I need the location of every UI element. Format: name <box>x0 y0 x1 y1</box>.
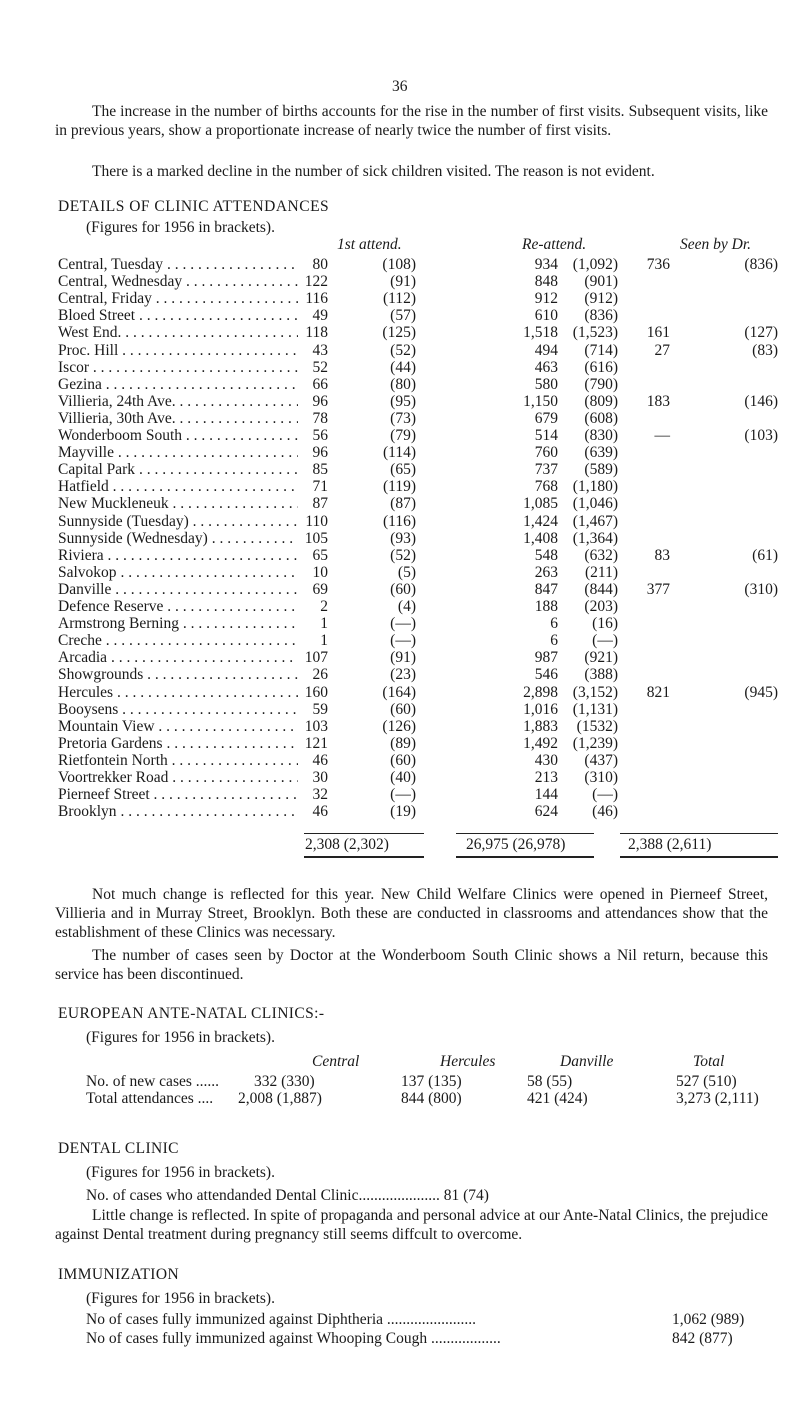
first-attend-value: 59 <box>312 700 328 718</box>
seen-by-dr-value: 161 <box>646 324 670 342</box>
first-attend-value: 32 <box>312 786 328 804</box>
antenatal-central-value: 332 (330) <box>254 1073 315 1090</box>
antenatal-header-central: Central <box>312 1053 360 1070</box>
totals-underline-1 <box>304 856 424 858</box>
first-attend-value: 78 <box>312 409 328 427</box>
re-attend-1956: (790) <box>584 375 618 393</box>
seen-by-dr-1956: (146) <box>744 392 778 410</box>
re-attend-1956: (1,092) <box>572 256 618 273</box>
first-attend-1956: (95) <box>390 392 416 410</box>
first-attend-1956: (60) <box>390 580 416 598</box>
first-attend-1956: (60) <box>390 700 416 718</box>
first-attend-1956: (—) <box>390 786 416 804</box>
antenatal-central-value: 2,008 (1,887) <box>238 1090 322 1107</box>
re-attend-1956: (616) <box>584 358 618 376</box>
clinic-row <box>58 684 778 701</box>
re-attend-1956: (203) <box>584 598 618 615</box>
clinic-row <box>58 615 778 632</box>
antenatal-total-value: 527 (510) <box>676 1073 737 1090</box>
clinic-row <box>58 393 778 410</box>
totals-rule-3 <box>620 833 778 834</box>
clinic-row <box>58 530 778 547</box>
re-attend-value: 263 <box>534 563 558 581</box>
clinic-row <box>58 410 778 427</box>
clinic-row <box>58 324 778 341</box>
re-attend-value: 1,085 <box>523 495 558 513</box>
totals-rule-2 <box>456 833 594 834</box>
clinic-name: Central, Friday . . . <box>58 290 298 307</box>
immunization-note: (Figures for 1956 in brackets). <box>86 1290 275 1307</box>
first-attend-value: 1 <box>320 632 328 650</box>
clinic-row <box>58 666 778 683</box>
first-attend-value: 160 <box>304 683 328 701</box>
first-attend-1956: (119) <box>383 478 416 496</box>
intro-paragraph-1: The increase in the number of births accounts for the rise in the number of first visits. Subsequent visits, like in previous years, show a proportionate increase of nearly twice the number of first visits. <box>55 103 768 139</box>
re-attend-value: 934 <box>534 256 558 273</box>
first-attend-1956: (23) <box>390 666 416 684</box>
clinic-name: Rietfontein North . . . <box>58 752 298 769</box>
first-attend-value: 80 <box>312 256 328 273</box>
re-attend-value: 760 <box>534 444 558 462</box>
clinic-row <box>58 581 778 598</box>
clinic-row <box>58 564 778 581</box>
re-attend-1956: (310) <box>584 769 618 786</box>
re-attend-1956: (1,364) <box>572 529 618 547</box>
first-attend-1956: (91) <box>390 649 416 667</box>
first-attend-value: 49 <box>312 307 328 325</box>
page-number: 36 <box>392 78 408 95</box>
re-attend-value: 624 <box>534 803 558 821</box>
first-attend-value: 1 <box>320 615 328 633</box>
first-attend-1956: (60) <box>390 751 416 769</box>
re-attend-value: 548 <box>534 546 558 564</box>
seen-by-dr-value: 821 <box>646 683 670 701</box>
clinic-row <box>58 376 778 393</box>
re-attend-value: 1,424 <box>523 512 558 530</box>
clinic-name: Pierneef Street . . . <box>58 786 298 803</box>
first-attend-value: 65 <box>312 546 328 564</box>
seen-by-dr-1956: (83) <box>752 341 778 359</box>
dental-note: (Figures for 1956 in brackets). <box>86 1164 275 1181</box>
first-attend-1956: (108) <box>382 256 416 273</box>
first-attend-1956: (4) <box>397 598 416 615</box>
clinic-name: Sunnyside (Tuesday) . . . <box>58 513 298 530</box>
antenatal-title: EUROPEAN ANTE-NATAL CLINICS:- <box>58 1005 325 1022</box>
totals-underline-2 <box>456 856 594 858</box>
seen-by-dr-1956: (127) <box>744 324 778 342</box>
re-attend-1956: (437) <box>584 751 618 769</box>
first-attend-1956: (19) <box>390 803 416 821</box>
clinic-row <box>58 752 778 769</box>
re-attend-1956: (901) <box>584 273 618 291</box>
clinic-name: Arcadia . . . <box>58 649 298 666</box>
clinic-name: Defence Reserve . . . <box>58 598 298 615</box>
clinic-name: Hercules . . . <box>58 684 298 701</box>
middle-paragraph-2: The number of cases seen by Doctor at the Wonderboom South Clinic shows a Nil return, because this service has been discontinued. <box>55 947 768 983</box>
re-attend-1956: (1,467) <box>572 512 618 530</box>
seen-by-dr-1956: (836) <box>744 256 778 273</box>
clinic-name: Danville . . . <box>58 581 298 598</box>
immunization-whooping-label: No of cases fully immunized against Whooping Cough .................. <box>86 1330 501 1347</box>
totals-underline-3 <box>620 856 778 858</box>
seen-by-dr-value: 183 <box>646 392 670 410</box>
re-attend-1956: (1,046) <box>572 495 618 513</box>
clinic-row <box>58 769 778 786</box>
re-attend-value: 1,492 <box>523 734 558 752</box>
first-attend-1956: (52) <box>390 546 416 564</box>
clinic-row <box>58 632 778 649</box>
clinic-name: Iscor . . . <box>58 359 298 376</box>
clinic-name: Gezina . . . <box>58 376 298 393</box>
first-attend-value: 71 <box>312 478 328 496</box>
clinic-row <box>58 307 778 324</box>
re-attend-value: 737 <box>534 461 558 479</box>
re-attend-1956: (1532) <box>576 717 618 735</box>
header-seen-by-dr: Seen by Dr. <box>680 236 752 253</box>
clinic-row <box>58 803 778 820</box>
re-attend-1956: (921) <box>584 649 618 667</box>
first-attend-1956: (125) <box>382 324 416 342</box>
clinic-row <box>58 427 778 444</box>
total-re-attend: 26,975 (26,978) <box>466 836 566 853</box>
clinic-name: Pretoria Gardens . . . <box>58 735 298 752</box>
clinic-name: Armstrong Berning . . . <box>58 615 298 632</box>
clinic-note: (Figures for 1956 in brackets). <box>86 219 275 236</box>
first-attend-value: 46 <box>312 751 328 769</box>
re-attend-1956: (714) <box>584 341 618 359</box>
clinic-name: Hatfield . . . <box>58 478 298 495</box>
first-attend-1956: (79) <box>390 427 416 444</box>
seen-by-dr-1956: (310) <box>744 580 778 598</box>
seen-by-dr-value: 736 <box>646 256 670 273</box>
antenatal-header-total: Total <box>693 1053 725 1070</box>
first-attend-value: 56 <box>312 427 328 444</box>
clinic-row <box>58 495 778 512</box>
re-attend-value: 6 <box>550 615 558 633</box>
re-attend-value: 1,883 <box>523 717 558 735</box>
first-attend-value: 118 <box>305 324 328 342</box>
clinic-row <box>58 649 778 666</box>
clinic-name: Villieria, 30th Ave. . . . <box>58 410 298 427</box>
re-attend-value: 1,408 <box>523 529 558 547</box>
first-attend-value: 105 <box>304 529 328 547</box>
re-attend-1956: (388) <box>584 666 618 684</box>
seen-by-dr-value: 27 <box>654 341 670 359</box>
clinic-name: Brooklyn . . . <box>58 803 298 820</box>
re-attend-value: 679 <box>534 409 558 427</box>
clinic-name: Riviera . . . <box>58 547 298 564</box>
clinic-name: Bloed Street . . . <box>58 307 298 324</box>
clinic-row <box>58 256 778 273</box>
re-attend-value: 580 <box>534 375 558 393</box>
first-attend-value: 116 <box>305 290 328 308</box>
immunization-diphtheria-label: No of cases fully immunized against Diphtheria ....................... <box>86 1311 477 1328</box>
clinic-row <box>58 718 778 735</box>
first-attend-value: 110 <box>305 512 328 530</box>
seen-by-dr-1956: (103) <box>744 427 778 444</box>
first-attend-value: 103 <box>304 717 328 735</box>
clinic-section-title: DETAILS OF CLINIC ATTENDANCES <box>58 198 330 215</box>
first-attend-value: 66 <box>312 375 328 393</box>
re-attend-value: 610 <box>534 307 558 325</box>
antenatal-danville-value: 421 (424) <box>527 1090 588 1107</box>
re-attend-1956: (836) <box>584 307 618 325</box>
re-attend-1956: (1,131) <box>572 700 618 718</box>
re-attend-value: 494 <box>534 341 558 359</box>
re-attend-1956: (16) <box>592 615 618 633</box>
total-first-attend: 2,308 (2,302) <box>305 836 389 853</box>
clinic-row <box>58 701 778 718</box>
first-attend-1956: (93) <box>390 529 416 547</box>
first-attend-1956: (112) <box>383 290 416 308</box>
re-attend-value: 463 <box>534 358 558 376</box>
first-attend-1956: (164) <box>382 683 416 701</box>
header-first-attend: 1st attend. <box>337 236 402 253</box>
clinic-row <box>58 273 778 290</box>
re-attend-1956: (809) <box>584 392 618 410</box>
clinic-row <box>58 735 778 752</box>
re-attend-value: 848 <box>534 273 558 291</box>
antenatal-row-label: No. of new cases ...... <box>86 1073 220 1090</box>
re-attend-1956: (—) <box>592 632 618 650</box>
re-attend-1956: (844) <box>584 580 618 598</box>
first-attend-value: 96 <box>312 444 328 462</box>
first-attend-1956: (40) <box>390 769 416 786</box>
clinic-row <box>58 461 778 478</box>
intro-paragraph-2: There is a marked decline in the number of sick children visited. The reason is not evident. <box>92 163 655 180</box>
re-attend-value: 1,150 <box>523 392 558 410</box>
clinic-name: Mountain View . . . <box>58 718 298 735</box>
first-attend-1956: (—) <box>390 615 416 633</box>
re-attend-1956: (639) <box>584 444 618 462</box>
re-attend-value: 847 <box>534 580 558 598</box>
first-attend-value: 30 <box>312 769 328 786</box>
first-attend-value: 96 <box>312 392 328 410</box>
antenatal-header-danville: Danville <box>560 1053 614 1070</box>
clinic-row <box>58 290 778 307</box>
first-attend-1956: (57) <box>390 307 416 325</box>
antenatal-hercules-value: 844 (800) <box>401 1090 462 1107</box>
re-attend-value: 144 <box>534 786 558 804</box>
first-attend-1956: (44) <box>390 358 416 376</box>
antenatal-total-value: 3,273 (2,111) <box>676 1090 759 1107</box>
clinic-row <box>58 342 778 359</box>
first-attend-1956: (73) <box>390 409 416 427</box>
first-attend-value: 10 <box>312 563 328 581</box>
header-re-attend: Re-attend. <box>522 236 587 253</box>
first-attend-value: 107 <box>304 649 328 667</box>
first-attend-1956: (116) <box>383 512 416 530</box>
re-attend-1956: (1,523) <box>572 324 618 342</box>
clinic-row <box>58 598 778 615</box>
immunization-diphtheria-value: 1,062 (989) <box>672 1311 745 1328</box>
antenatal-hercules-value: 137 (135) <box>401 1073 462 1090</box>
first-attend-1956: (91) <box>390 273 416 291</box>
first-attend-1956: (65) <box>390 461 416 479</box>
clinic-name: Central, Tuesday . . . <box>58 256 298 273</box>
clinic-name: Capital Park . . . <box>58 461 298 478</box>
re-attend-value: 912 <box>534 290 558 308</box>
re-attend-value: 213 <box>534 769 558 786</box>
antenatal-danville-value: 58 (55) <box>527 1073 573 1090</box>
clinic-name: Salvokop . . . <box>58 564 298 581</box>
antenatal-header-hercules: Hercules <box>440 1053 496 1070</box>
first-attend-value: 121 <box>304 734 328 752</box>
immunization-title: IMMUNIZATION <box>58 1266 180 1283</box>
re-attend-1956: (211) <box>585 563 618 581</box>
re-attend-1956: (—) <box>592 786 618 804</box>
seen-by-dr-value: — <box>654 427 670 444</box>
first-attend-1956: (114) <box>383 444 416 462</box>
first-attend-value: 69 <box>312 580 328 598</box>
clinic-name: Showgrounds . . . <box>58 666 298 683</box>
clinic-name: Villieria, 24th Ave. . . . <box>58 393 298 410</box>
first-attend-value: 2 <box>320 598 328 615</box>
re-attend-value: 987 <box>534 649 558 667</box>
re-attend-1956: (589) <box>584 461 618 479</box>
re-attend-1956: (3,152) <box>572 683 618 701</box>
clinic-name: Booysens . . . <box>58 701 298 718</box>
re-attend-1956: (608) <box>584 409 618 427</box>
first-attend-1956: (80) <box>390 375 416 393</box>
clinic-row <box>58 359 778 376</box>
clinic-row <box>58 513 778 530</box>
re-attend-value: 430 <box>534 751 558 769</box>
re-attend-value: 6 <box>550 632 558 650</box>
first-attend-value: 52 <box>312 358 328 376</box>
first-attend-1956: (—) <box>390 632 416 650</box>
first-attend-1956: (52) <box>390 341 416 359</box>
seen-by-dr-1956: (945) <box>744 683 778 701</box>
antenatal-row-label: Total attendances .... <box>86 1090 214 1107</box>
first-attend-value: 43 <box>312 341 328 359</box>
re-attend-1956: (1,239) <box>572 734 618 752</box>
re-attend-1956: (912) <box>584 290 618 308</box>
re-attend-value: 1,016 <box>523 700 558 718</box>
first-attend-value: 122 <box>304 273 328 291</box>
re-attend-value: 188 <box>534 598 558 615</box>
immunization-whooping-value: 842 (877) <box>672 1330 733 1347</box>
clinic-name: Proc. Hill . . . <box>58 342 298 359</box>
dental-count-line: No. of cases who attendanded Dental Clinic..................... 81 (74) <box>86 1187 489 1204</box>
first-attend-1956: (89) <box>390 734 416 752</box>
first-attend-1956: (5) <box>397 563 416 581</box>
clinic-row <box>58 478 778 495</box>
seen-by-dr-value: 377 <box>646 580 670 598</box>
re-attend-1956: (46) <box>592 803 618 821</box>
antenatal-note: (Figures for 1956 in brackets). <box>86 1029 275 1046</box>
re-attend-value: 2,898 <box>523 683 558 701</box>
re-attend-1956: (830) <box>584 427 618 444</box>
clinic-name: Wonderboom South . . . <box>58 427 298 444</box>
seen-by-dr-value: 83 <box>654 546 670 564</box>
first-attend-1956: (87) <box>390 495 416 513</box>
re-attend-value: 546 <box>534 666 558 684</box>
re-attend-1956: (632) <box>584 546 618 564</box>
clinic-name: Central, Wednesday . . . <box>58 273 298 290</box>
re-attend-value: 514 <box>534 427 558 444</box>
dental-paragraph: Little change is reflected. In spite of propaganda and personal advice at our Ante-Natal Clinics, the prejudice against Dental treatment during pregnancy still seems diffcult to overcome. <box>55 1207 768 1243</box>
clinic-name: West End. . . . <box>58 324 298 341</box>
re-attend-value: 768 <box>534 478 558 496</box>
seen-by-dr-1956: (61) <box>752 546 778 564</box>
first-attend-value: 87 <box>312 495 328 513</box>
clinic-row <box>58 444 778 461</box>
totals-rule-1 <box>304 833 424 834</box>
clinic-name: Voortrekker Road . . . <box>58 769 298 786</box>
middle-paragraph-1: Not much change is reflected for this year. New Child Welfare Clinics were opened in Pierneef Street, Villieria and in Murray Street, Brooklyn. Both these are conducted in classrooms and attendances show that the establishment of these Clinics was necessary. <box>55 886 768 941</box>
first-attend-1956: (126) <box>382 717 416 735</box>
total-seen-by-dr: 2,388 (2,611) <box>628 836 712 853</box>
re-attend-1956: (1,180) <box>572 478 618 496</box>
dental-title: DENTAL CLINIC <box>58 1140 179 1157</box>
clinic-row <box>58 547 778 564</box>
clinic-name: Creche . . . <box>58 632 298 649</box>
clinic-name: Sunnyside (Wednesday) . . . <box>58 530 298 547</box>
clinic-name: New Muckleneuk . . . <box>58 495 298 512</box>
clinic-name: Mayville . . . <box>58 444 298 461</box>
first-attend-value: 85 <box>312 461 328 479</box>
clinic-row <box>58 786 778 803</box>
re-attend-value: 1,518 <box>523 324 558 342</box>
first-attend-value: 46 <box>312 803 328 821</box>
first-attend-value: 26 <box>312 666 328 684</box>
